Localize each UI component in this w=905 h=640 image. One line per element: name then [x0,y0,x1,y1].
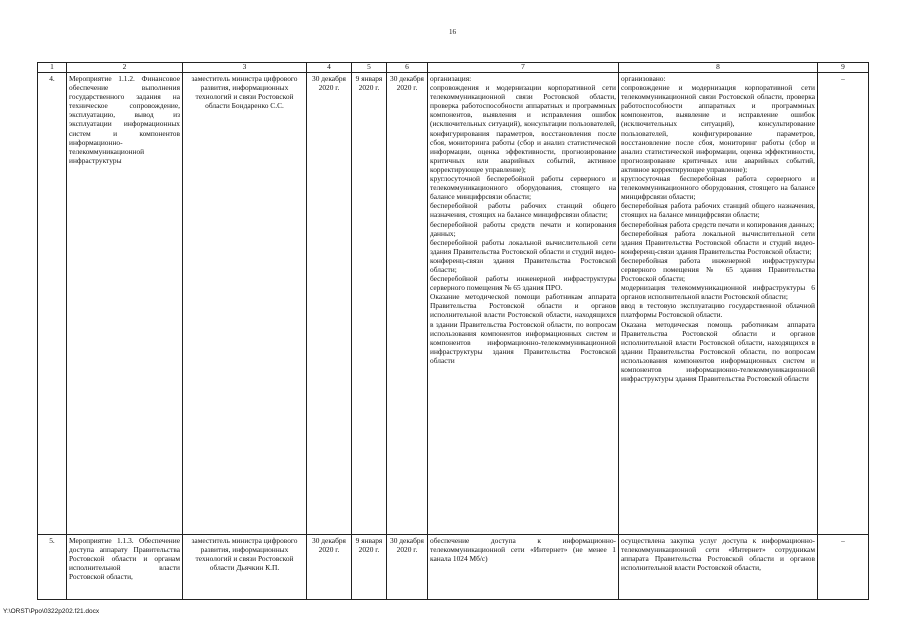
responsible-person: заместитель министра цифрового развития, информационных технологий и связи Ростовской области Бондаренко С.С. [183,73,307,535]
header-cell: 4 [307,63,352,73]
actual-line: осуществлена закупка услуг доступа к информационно-телекоммуникационной сети «Интернет» сотрудникам аппарата Правительства Ростовской области и органов исполнительной власти Ростовской области, [621,536,815,573]
event-name: Мероприятие 1.1.2. Финансовое обеспечение выполнения государственного задания на техническое сопровождение, эксплуатацию, вывод из эксплуатации информационных систем и компонентов информационно-телекоммуникационной инфраструктуры [67,73,183,535]
actual-line: организовано: [621,74,666,83]
start-date: 30 декабря 2020 г. [307,535,352,600]
note: – [818,535,869,600]
actual-line: Оказана методическая помощь работникам аппарата Правительства Ростовской области и органов исполнительной власти Ростовской области, находящихся в здании Правительства Ростовской области, по вопросам использования компонентов информационных систем и компонентов информационно-телекоммуникационной инфраструктуры здания Правительства Ростовской области [621,319,815,384]
page-number: 16 [449,28,456,36]
planned-line: бесперебойной работы инженерной инфраструктуры серверного помещения № 65 здания ПРО. [430,274,616,293]
actual-line: круглосуточная бесперебойная работа серверного и телекоммуникационного оборудования, стоящего на балансе минцифрсвязи области; [621,174,815,202]
end-date: 9 января 2020 г. [352,535,387,600]
actual-line: бесперебойная работа инженерной инфраструктуры серверного помещения № 65 здания Правительства Ростовской области; [621,255,815,284]
control-date: 30 декабря 2020 г. [387,535,428,600]
control-date: 30 декабря 2020 г. [387,73,428,535]
actual-result [619,535,818,600]
header-cell: 7 [428,63,619,73]
table-row [38,535,869,600]
actual-line: ввод в тестовую эксплуатацию государственной облачной платформы Ростовской области. [621,301,815,320]
row-number: 4. [38,73,67,535]
report-table [37,62,869,600]
planned-line: Оказание методической помощи работникам аппарата Правительства Ростовской области и органов исполнительной власти Ростовской области, находящихся в здании Правительства Ростовской области, по вопросам использования компонентов информационных систем и компонентов информационно-телекоммуникационной инфраструктуры здания Правительства Ростовской области [430,292,616,365]
table-row [38,73,869,535]
note: – [818,73,869,535]
planned-line: бесперебойной работы средств печати и копирования данных; [430,219,616,238]
header-cell: 5 [352,63,387,73]
planned-line: бесперебойной работы локальной вычислительной сети здания Правительства Ростовской области и студий видео-конференц-связи здания Правительства Ростовской области; [430,237,616,274]
header-cell: 2 [67,63,183,73]
actual-line: модернизация телекоммуникационной инфраструктуры 6 органов исполнительной власти Ростовской области; [621,283,815,302]
start-date: 30 декабря 2020 г. [307,73,352,535]
event-name: Мероприятие 1.1.3. Обеспечение доступа аппарату Правительства Ростовской области и органам исполнительной власти Ростовской области, [67,535,183,600]
actual-line: бесперебойная работа локальной вычислительной сети здания Правительства Ростовской области и студий видео-конференц-связи здания Правительства Ростовской области; [621,228,815,256]
header-cell: 1 [38,63,67,73]
header-cell: 8 [619,63,818,73]
header-cell: 3 [183,63,307,73]
actual-line: бесперебойная работа рабочих станций общего назначения, стоящих на балансе минцифрсвязи области; [621,201,815,220]
actual-line: сопровождение и модернизация корпоративной сети телекоммуникационной связи Ростовской области, проверка работоспособности аппаратных и программных компонентов, выявление и исправление ошибок (исключительных ситуаций), консультирование пользователей, конфигурирование параметров, восстановление после сбоя, мониторинг работы (сбор и анализ статистической информации, оценка эффективности, прогнозирование критичных или аварийных событий, активное корректирующее управление); [621,83,815,174]
end-date: 9 января 2020 г. [352,73,387,535]
file-path: Y:\ORST\Ppo\0322p202.f21.docx [3,608,100,615]
planned-result [428,73,619,535]
responsible-person: заместитель министра цифрового развития, информационных технологий и связи Ростовской области Дьячкин К.П. [183,535,307,600]
planned-line: организация: [430,74,472,83]
planned-line: круглосуточной бесперебойной работы серверного и телекоммуникационного оборудования, стоящего на балансе минцифрсвязи области; [430,174,616,202]
header-row [38,63,869,73]
header-cell: 9 [818,63,869,73]
actual-line: бесперебойная работа средств печати и копирования данных; [621,219,815,229]
row-number: 5. [38,535,67,600]
actual-result [619,73,818,535]
planned-line: сопровождения и модернизации корпоративной сети телекоммуникационной связи Ростовской области, проверка работоспособности аппаратных и программных компонентов, выявления и исправления ошибок (исключительных ситуаций), консультации пользователей, конфигурирования параметров, восстановления после сбоя, мониторинга работы (сбор и анализ статистической информации, оценка эффективности, прогнозирование критичных или аварийных событий, активное корректирующее управление); [430,83,616,174]
header-cell: 6 [387,63,428,73]
planned-line: обеспечение доступа к информационно-телекоммуникационной сети «Интернет» (не менее 1 канала 1024 Мб/с) [430,536,616,564]
planned-result [428,535,619,600]
planned-line: бесперебойной работы рабочих станций общего назначения, стоящих на балансе минцифрсвязи области; [430,201,616,220]
